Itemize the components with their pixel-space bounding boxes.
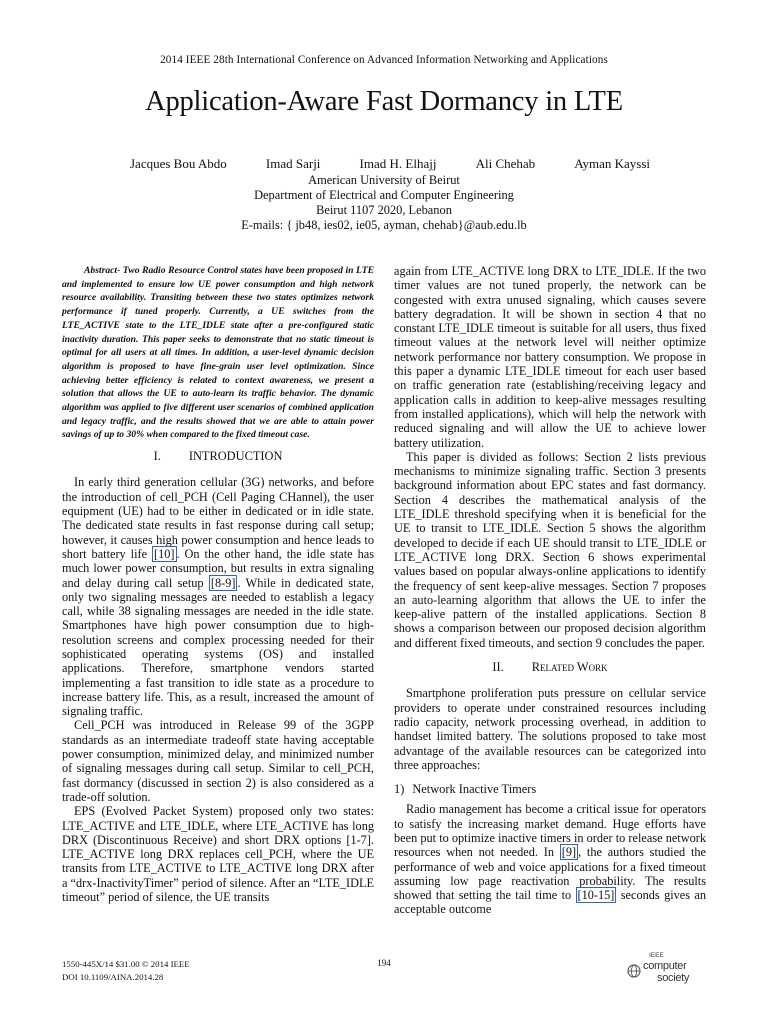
section-number: II. [492, 660, 504, 675]
paper-title: Application-Aware Fast Dormancy in LTE [145, 86, 623, 117]
section-heading-related-work [394, 660, 706, 674]
text-run: . On the other hand, the idle state has much lower power consumption, but results in extra signaling and delay during call setup [62, 546, 374, 590]
logo-computer-text: computer [643, 960, 687, 972]
paragraph: Smartphone proliferation puts pressure on cellular service providers to operate under constrained resources including radio capacity, network processing overhead, in addition to handset limited battery. The solutions proposed to take most advantage of the available resources can be categorized into three approaches: [394, 686, 706, 772]
right-column [394, 264, 706, 917]
paragraph: again from LTE_ACTIVE long DRX to LTE_IDLE. If the two timer values are not tuned properly, the network can be congested with extra unused signaling, which causes severe battery degradation. It will be shown in section 4 that no constant LTE_IDLE timeout is suitable for all users, thus fixed timeout values at the network level will neither optimize network performance nor battery consumption. We propose in this paper a dynamic LTE_IDLE timeout for each user based on traffic generation rate (establishing/receiving legacy and application calls in addition to keep-alive messages resulting from installed applications), which will help the network with reduced signaling and will allow the UE to achieve lower battery utilization. [394, 264, 706, 450]
section-number: I. [153, 449, 161, 464]
footer-copyright [62, 958, 190, 984]
author: Imad Sarji [265, 156, 321, 171]
copyright-line: 1550-445X/14 $31.00 © 2014 IEEE [62, 959, 190, 969]
emails: E-mails: { jb48, ies02, ie05, ayman, chehab}@aub.edu.lb [241, 218, 527, 232]
author-list [130, 156, 650, 172]
paragraph [394, 802, 706, 916]
citation-link[interactable]: [9] [561, 845, 577, 860]
paragraph: Cell_PCH was introduced in Release 99 of the 3GPP standards as an intermediate tradeoff state having acceptable power consumption, minimized delay, and minimized number of signaling messages during call setup. Similar to cell_PCH, fast dormancy (discussed in section 2) is also considered as a trade-off solution. [62, 718, 374, 804]
university: American University of Beirut [308, 173, 460, 187]
text-run: . While in dedicated state, only two signaling messages are needed to establish a legacy call, while 38 signaling messages are needed in the idle state. Smartphones have high power consumption due to high-resolution screens and complex processing needed for their sophisticated operating systems (OS) and installed applications. Therefore, smartphone vendors started implementing a fast transition to idle state as a procedure to increase battery life. This, as a result, increased the amount of signaling traffic. [62, 575, 374, 719]
section-heading-introduction [62, 449, 374, 463]
address: Beirut 1107 2020, Lebanon [316, 203, 452, 217]
section-title: INTRODUCTION [188, 449, 283, 464]
paragraph: EPS (Evolved Packet System) proposed only two states: LTE_ACTIVE and LTE_IDLE, where LTE_ACTIVE has long DRX (Discontinuous Receive) and short DRX options [1-7]. LTE_ACTIVE long DRX replaces cell_PCH, where the UE transits from LTE_ACTIVE to LTE_ACTIVE long DRX after a “drx-InactivityTimer” period of silence. After an “LTE_IDLE timeout” period of silence, the UE transits [62, 804, 374, 905]
subsection-number: 1) [394, 782, 405, 797]
doi-line: DOI 10.1109/AINA.2014.28 [62, 972, 164, 982]
page-number: 194 [377, 958, 391, 968]
author: Jacques Bou Abdo [130, 156, 227, 171]
ieee-computer-society-logo [627, 952, 707, 986]
paragraph [62, 475, 374, 718]
paragraph: This paper is divided as follows: Section 2 lists previous mechanisms to minimize signaling traffic. Section 3 presents background information about EPC states and fast dormancy. Section 4 describes the mathematical analysis of the LTE_IDLE threshold specifying when it is beneficial for the UE to transit to LTE_IDLE. Section 5 shows the algorithm developed to decide if each UE should transit to LTE_IDLE or LTE_ACTIVE long DRX. Section 6 shows experimental values based on popular always-online applications to identify the frequency of sent keep-alive messages. Section 7 proposes an auto-learning algorithm that allows the UE to infer the keep-alive pattern of the installed applications. Section 8 shows a comparison between our proposed decision algorithm and different fixed timeouts, and section 9 concludes the paper. [394, 449, 706, 650]
text-run: seconds gives an acceptable outcome [394, 888, 707, 917]
text-run: Radio management has become a critical issue for operators to satisfy the increasing market demand. Huge efforts have been put to optimize inactive timers in order to release network resources when not needed. In [394, 802, 706, 860]
subsection-title: Network Inactive Timers [412, 782, 537, 797]
abstract: Abstract- Two Radio Resource Control states have been proposed in LTE and implemented to ensure low UE power consumption and high network resource availability. Transiting between these two states optimizes network performance if tuned properly. Currently, a UE switches from the LTE_ACTIVE state to the LTE_IDLE state after a pre-configured static inactivity duration. This paper seeks to demonstrate that no static timeout is optimal for all users at all times. In addition, a user-level dynamic decision algorithm is proposed to have fine-grain user level optimization. Since achieving better efficiency is related to context awareness, we present a solution that allows the UE to auto-learn its traffic behavior. The dynamic algorithm was applied to five different user scenarios of combined application and legacy traffic, and the results showed that we are able to attain power savings of up to 30% when compared to the fixed timeout case. [62, 265, 374, 441]
conference-header: 2014 IEEE 28th International Conference on Advanced Information Networking and Applications [160, 54, 608, 66]
text-run: , the authors studied the performance of web and voice applications for a fixed timeout assuming low page reactivation probability. The results showed that setting the tail time to [394, 845, 706, 903]
logo-ieee-text: IEEE [649, 952, 664, 959]
section-title: Related Work [531, 660, 608, 675]
left-column [62, 264, 374, 904]
logo-globe-icon [627, 964, 641, 978]
department: Department of Electrical and Computer Engineering [254, 188, 514, 202]
subsection-heading [394, 782, 706, 796]
text-run: In early third generation cellular (3G) networks, and before the introduction of cell_PCH (Cell Paging CHannel), the user equipment (UE) had to be either in dedicated or in idle state. The dedicated state results in fast response during call setup; however, it causes high power consumption and hence leads to short battery life [62, 475, 374, 561]
author: Ayman Kayssi [574, 156, 650, 171]
author: Ali Chehab [475, 156, 536, 171]
author: Imad H. Elhajj [359, 156, 437, 171]
citation-link[interactable]: [10-15] [577, 888, 615, 903]
citation-link[interactable]: [8-9] [210, 575, 236, 590]
citation-link[interactable]: [10] [154, 546, 175, 561]
logo-society-text: society [657, 972, 690, 984]
